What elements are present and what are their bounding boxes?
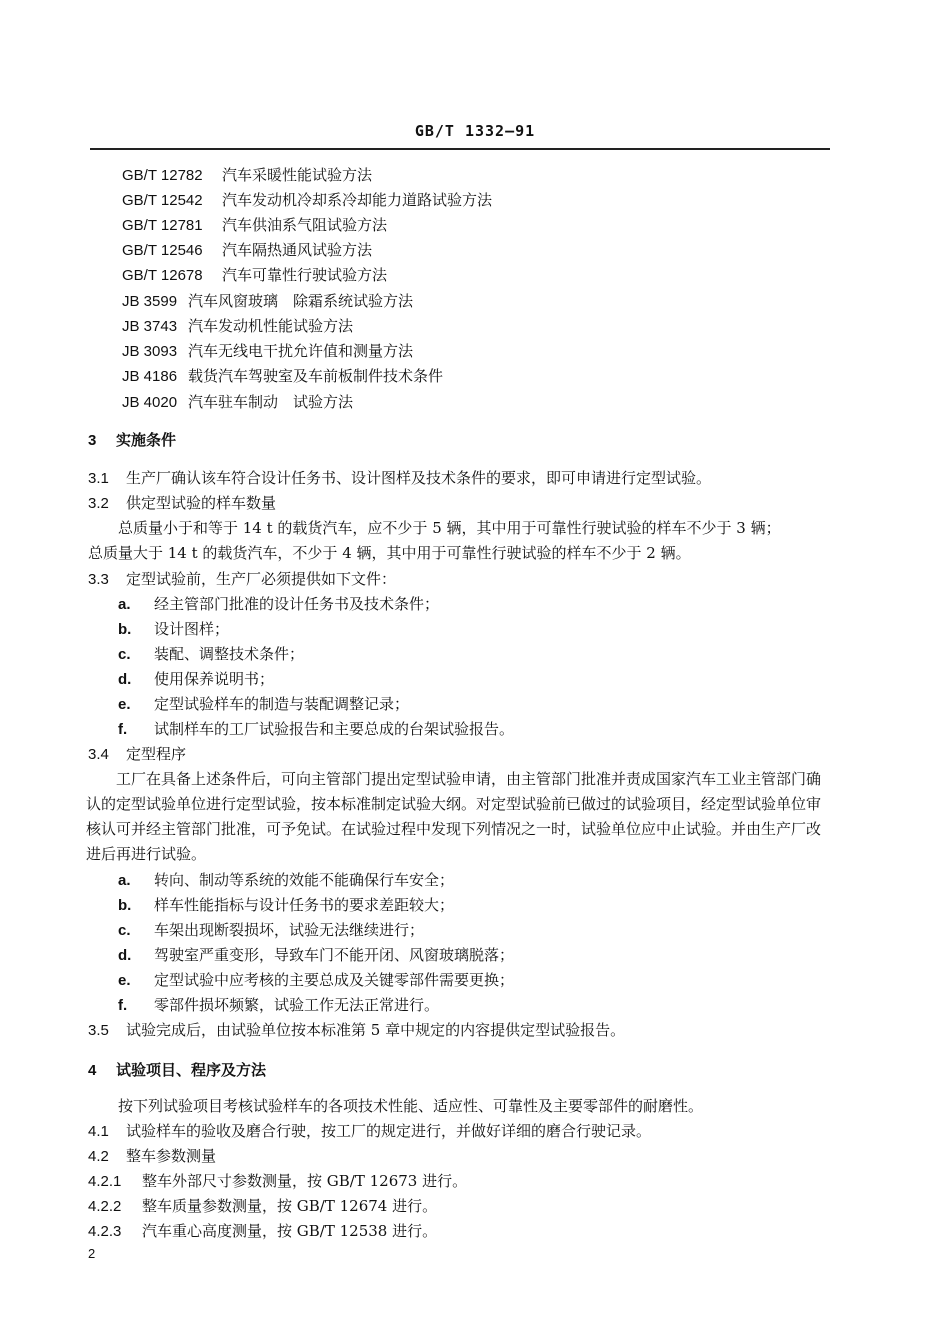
clause-3-4-heading: 3.4 定型程序 xyxy=(88,745,187,763)
reference-item: JB 4186 载货汽车驾驶室及车前板制件技术条件 xyxy=(122,367,444,385)
section-3-heading: 3 实施条件 xyxy=(88,431,177,449)
clause-3-1: 3.1 生产厂确认该车符合设计任务书、设计图样及技术条件的要求，即可申请进行定型试验。 xyxy=(88,469,712,487)
reference-item: GB/T 12782 汽车采暖性能试验方法 xyxy=(122,166,373,184)
list-item: a. 经主管部门批准的设计任务书及技术条件； xyxy=(118,595,440,613)
reference-item: GB/T 12546 汽车隔热通风试验方法 xyxy=(122,241,373,259)
list-item: a. 转向、制动等系统的效能不能确保行车安全； xyxy=(118,871,455,889)
reference-item: JB 3599 汽车风窗玻璃 除霜系统试验方法 xyxy=(122,292,414,310)
clause-3-2-heading: 3.2 供定型试验的样车数量 xyxy=(88,494,277,512)
reference-item: GB/T 12678 汽车可靠性行驶试验方法 xyxy=(122,266,388,284)
list-item: b. 设计图样； xyxy=(118,620,230,638)
reference-item: JB 3743 汽车发动机性能试验方法 xyxy=(122,317,354,335)
reference-item: GB/T 12781 汽车供油系气阻试验方法 xyxy=(122,216,388,234)
list-item: d. 使用保养说明书； xyxy=(118,670,275,688)
reference-item: JB 3093 汽车无线电干扰允许值和测量方法 xyxy=(122,342,414,360)
clause-4-2-3: 4.2.3 汽车重心高度测量，按 GB/T 12538 进行。 xyxy=(88,1222,438,1240)
clause-4-1: 4.1 试验样车的验收及磨合行驶，按工厂的规定进行，并做好详细的磨合行驶记录。 xyxy=(88,1122,652,1140)
clause-3-2-text: 总质量小于和等于 14 t 的载货汽车，应不少于 5 辆，其中用于可靠性行驶试验的样车不少于 3 辆； xyxy=(118,519,781,537)
list-item: e. 定型试验中应考核的主要总成及关键零部件需要更换； xyxy=(118,971,515,989)
list-item: c. 装配、调整技术条件； xyxy=(118,645,305,663)
document-header: GB/T 1332—91 xyxy=(414,122,536,140)
section-4-heading: 4 试验项目、程序及方法 xyxy=(88,1061,267,1079)
clause-3-4-paragraph: 工厂在具备上述条件后，可向主管部门提出定型试验申请，由主管部门批准并责成国家汽车工业主管部门确认的定型试验单位进行定型试验，按本标准制定试验大纲。对定型试验前已做过的试验项目，经定型试验单位审核认可并经主管部门批准，可予免试。在试验过程中发现下列情况之一时，试验单位应中止试验。并由生产厂改进后再进行试验。 xyxy=(86,770,822,863)
clause-3-3-heading: 3.3 定型试验前，生产厂必须提供如下文件： xyxy=(88,570,397,588)
clause-4-2-2: 4.2.2 整车质量参数测量，按 GB/T 12674 进行。 xyxy=(88,1197,438,1215)
list-item: f. 试制样车的工厂试验报告和主要总成的台架试验报告。 xyxy=(118,720,515,738)
list-item: e. 定型试验样车的制造与装配调整记录； xyxy=(118,695,410,713)
reference-item: GB/T 12542 汽车发动机冷却系冷却能力道路试验方法 xyxy=(122,191,493,209)
clause-4-2-1: 4.2.1 整车外部尺寸参数测量，按 GB/T 12673 进行。 xyxy=(88,1172,468,1190)
list-item: b. 样车性能指标与设计任务书的要求差距较大； xyxy=(118,896,455,914)
clause-3-5: 3.5 试验完成后，由试验单位按本标准第 5 章中规定的内容提供定型试验报告。 xyxy=(88,1021,626,1039)
reference-item: JB 4020 汽车驻车制动 试验方法 xyxy=(122,393,354,411)
list-item: c. 车架出现断裂损坏，试验无法继续进行； xyxy=(118,921,425,939)
list-item: f. 零部件损坏频繁，试验工作无法正常进行。 xyxy=(118,996,440,1014)
header-rule xyxy=(90,148,830,150)
section-4-intro: 按下列试验项目考核试验样车的各项技术性能、适应性、可靠性及主要零部件的耐磨性。 xyxy=(118,1097,704,1115)
list-item: d. 驾驶室严重变形，导致车门不能开闭、风窗玻璃脱落； xyxy=(118,946,515,964)
clause-4-2-heading: 4.2 整车参数测量 xyxy=(88,1147,217,1165)
clause-3-2-text: 总质量大于 14 t 的载货汽车，不少于 4 辆，其中用于可靠性行驶试验的样车不少于 2 辆。 xyxy=(88,544,691,562)
page-number: 2 xyxy=(88,1246,96,1261)
